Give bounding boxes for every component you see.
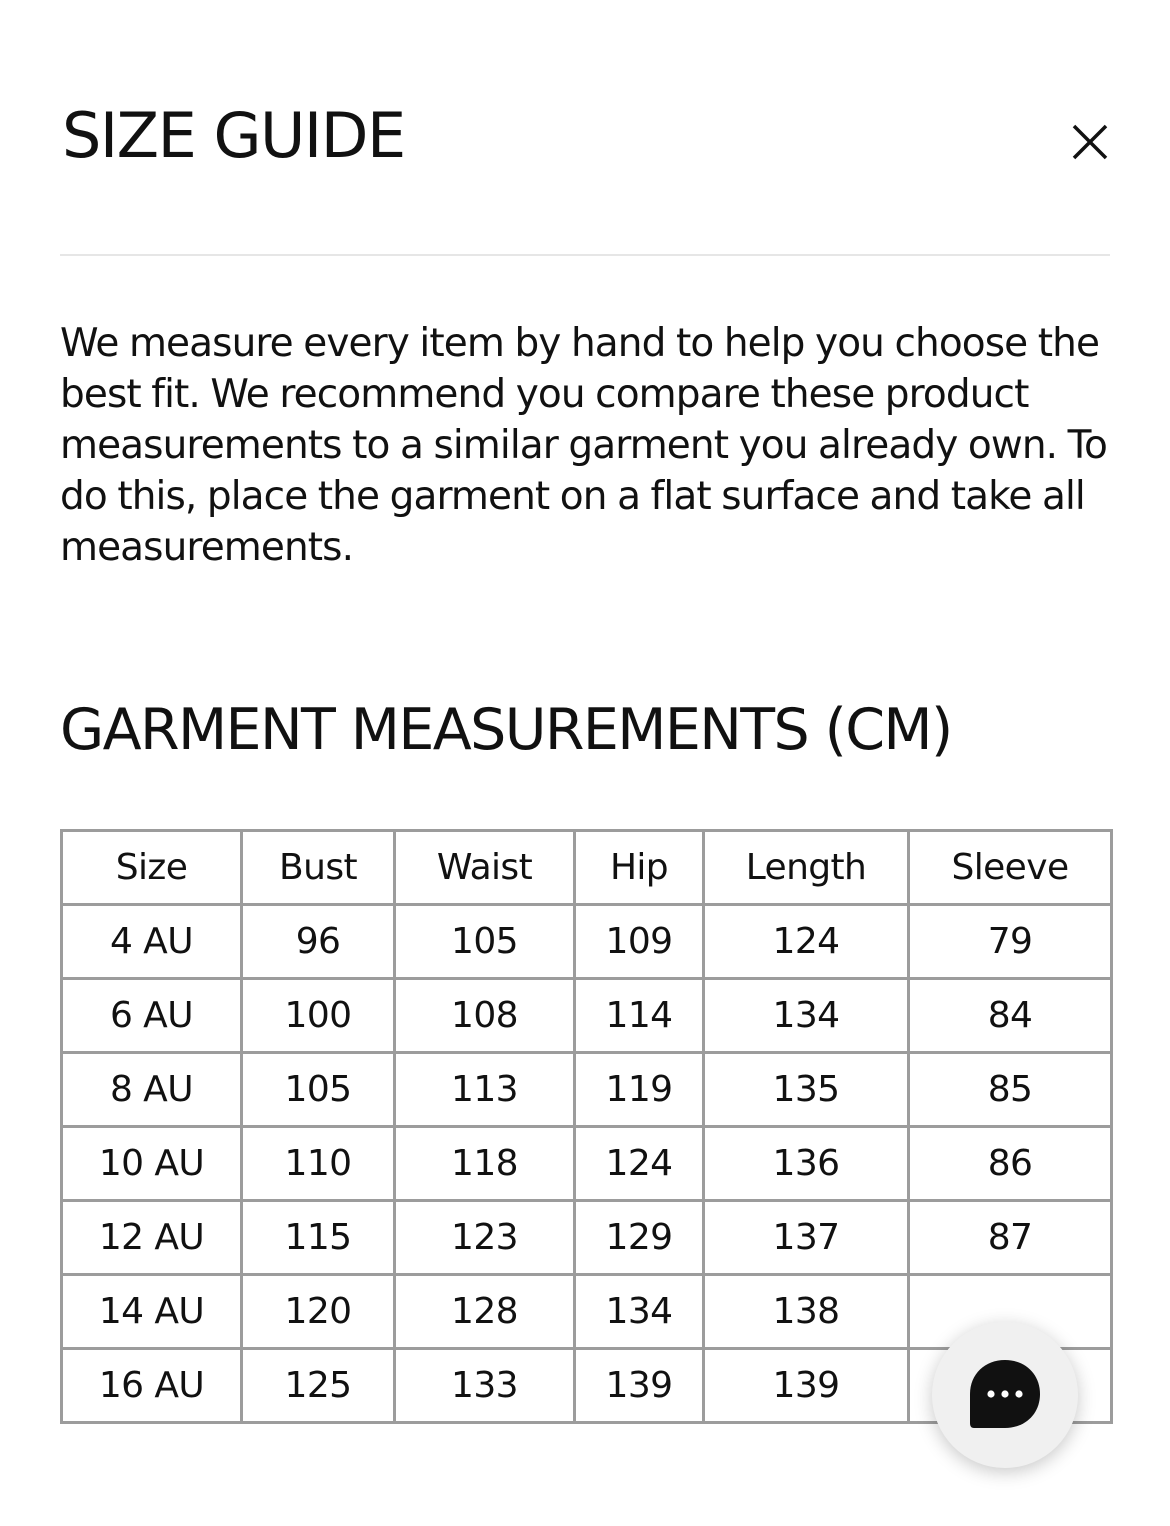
table-cell: 119 — [575, 1053, 704, 1127]
table-row — [62, 1053, 1112, 1127]
table-cell: 109 — [575, 905, 704, 979]
chat-bubble-icon — [968, 1358, 1042, 1432]
table-cell: 134 — [575, 1275, 704, 1349]
table-cell: 136 — [704, 1127, 909, 1201]
table-cell: 16 AU — [62, 1349, 242, 1423]
table-cell: 100 — [242, 979, 395, 1053]
table-cell: 96 — [242, 905, 395, 979]
table-cell: 123 — [395, 1201, 575, 1275]
page-title: SIZE GUIDE — [62, 99, 405, 172]
section-title: GARMENT MEASUREMENTS (CM) — [60, 697, 952, 763]
table-cell: 118 — [395, 1127, 575, 1201]
chat-launcher-button[interactable] — [932, 1322, 1078, 1468]
column-header-size: Size — [62, 831, 242, 905]
table-cell: 10 AU — [62, 1127, 242, 1201]
table-cell: 114 — [575, 979, 704, 1053]
table-cell: 110 — [242, 1127, 395, 1201]
table-row — [62, 1275, 1112, 1349]
table-cell: 86 — [909, 1127, 1112, 1201]
close-button[interactable] — [1070, 122, 1110, 162]
column-header-bust: Bust — [242, 831, 395, 905]
close-icon — [1070, 122, 1110, 162]
table-cell: 84 — [909, 979, 1112, 1053]
header-divider — [60, 254, 1110, 256]
table-cell: 138 — [704, 1275, 909, 1349]
table-cell: 8 AU — [62, 1053, 242, 1127]
table-cell: 108 — [395, 979, 575, 1053]
table-cell: 128 — [395, 1275, 575, 1349]
table-cell: 79 — [909, 905, 1112, 979]
table-cell: 139 — [704, 1349, 909, 1423]
intro-text: We measure every item by hand to help you choose the best fit. We recommend you compare these product measurements to a similar garment you already own. To do this, place the garment on a flat surface and take all measurements. — [60, 321, 1107, 570]
table-cell: 134 — [704, 979, 909, 1053]
table-header-row — [62, 831, 1112, 905]
table-cell: 6 AU — [62, 979, 242, 1053]
column-header-hip: Hip — [575, 831, 704, 905]
table-cell: 105 — [395, 905, 575, 979]
size-guide-header — [60, 98, 1110, 178]
table-cell: 120 — [242, 1275, 395, 1349]
table-row — [62, 1127, 1112, 1201]
size-table — [60, 829, 1113, 1424]
table-cell: 125 — [242, 1349, 395, 1423]
column-header-length: Length — [704, 831, 909, 905]
table-row — [62, 1201, 1112, 1275]
table-cell: 124 — [575, 1127, 704, 1201]
table-cell: 113 — [395, 1053, 575, 1127]
table-cell: 124 — [704, 905, 909, 979]
table-cell: 135 — [704, 1053, 909, 1127]
table-cell: 85 — [909, 1053, 1112, 1127]
column-header-sleeve: Sleeve — [909, 831, 1112, 905]
table-cell: 14 AU — [62, 1275, 242, 1349]
table-cell: 139 — [575, 1349, 704, 1423]
table-cell: 4 AU — [62, 905, 242, 979]
table-cell: 129 — [575, 1201, 704, 1275]
table-cell: 137 — [704, 1201, 909, 1275]
table-row — [62, 979, 1112, 1053]
table-cell: 133 — [395, 1349, 575, 1423]
table-cell: 105 — [242, 1053, 395, 1127]
table-cell: 115 — [242, 1201, 395, 1275]
table-row — [62, 905, 1112, 979]
table-cell: 12 AU — [62, 1201, 242, 1275]
table-cell: 87 — [909, 1201, 1112, 1275]
column-header-waist: Waist — [395, 831, 575, 905]
